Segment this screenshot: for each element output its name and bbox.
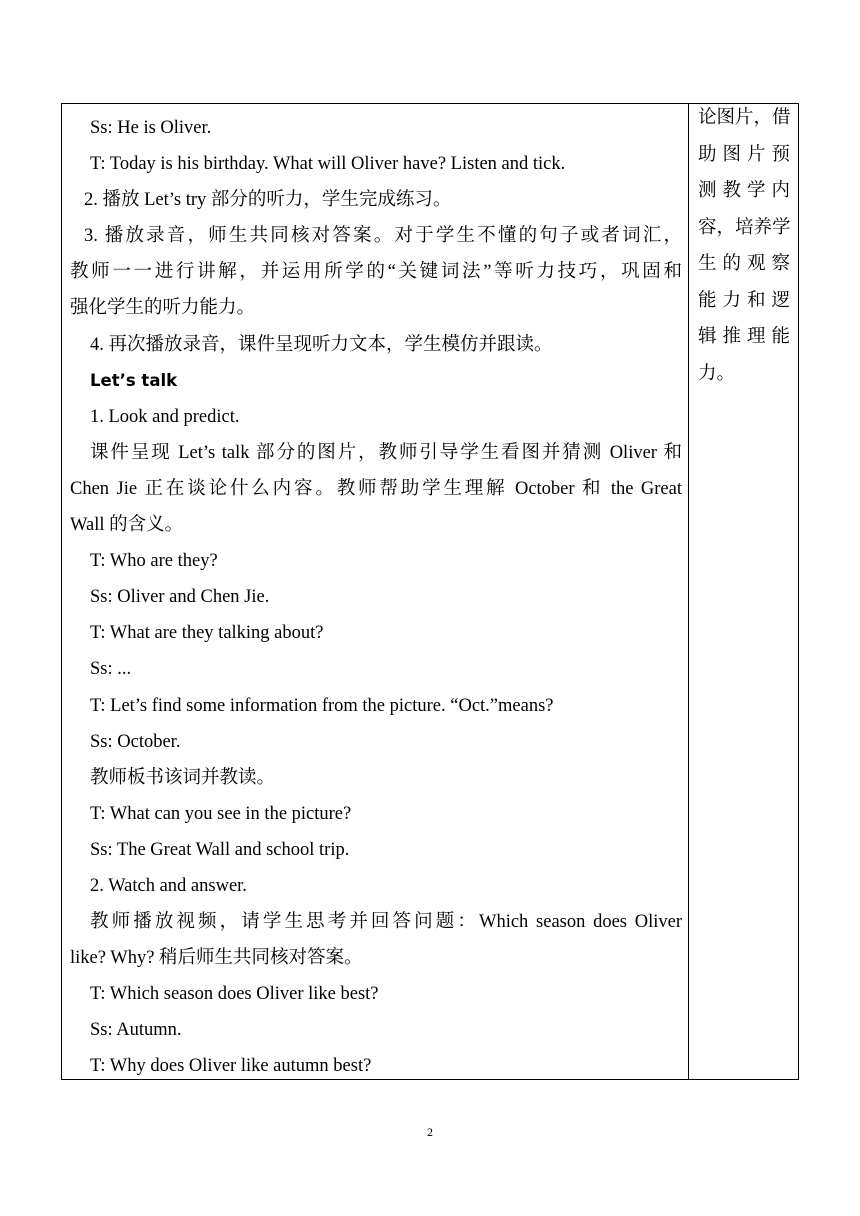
paragraph-line: 教师一一进行讲解，并运用所学的“关键词法”等听力技巧，巩固和 [70, 262, 682, 283]
step-line: 3. 播放录音，师生共同核对答案。对于学生不懂的句子或者词汇， [84, 226, 682, 247]
step-line: 2. Watch and answer. [90, 875, 247, 896]
paragraph-line: 强化学生的听力能力。 [70, 298, 256, 319]
dialogue-line: T: Why does Oliver like autumn best? [90, 1056, 372, 1077]
intent-line: 辑推理能 [698, 327, 790, 347]
page-number: 2 [427, 1125, 433, 1139]
intent-line: 力。 [698, 363, 736, 384]
paragraph-line: like? Why? 稍后师生共同核对答案。 [70, 948, 363, 969]
dialogue-line: T: What can you see in the picture? [90, 803, 352, 824]
step-line: 1. Look and predict. [90, 406, 240, 427]
dialogue-line: Ss: Oliver and Chen Jie. [90, 587, 270, 608]
paragraph-line: 课件呈现 Let’s talk 部分的图片，教师引导学生看图并猜测 Oliver 和 [90, 442, 682, 463]
dialogue-line: T: Who are they? [90, 551, 218, 572]
dialogue-line: T: Which season does Oliver like best? [90, 984, 379, 1005]
dialogue-line: T: Today is his birthday. What will Oliver have? Listen and tick. [90, 154, 566, 175]
dialogue-line: T: What are they talking about? [90, 623, 324, 644]
paragraph-line: 教师板书该词并教读。 [90, 767, 276, 788]
intent-line: 容，培养学 [698, 217, 791, 238]
dialogue-line: Ss: October. [90, 731, 181, 752]
intent-line: 生的观察 [698, 254, 790, 274]
paragraph-line: Wall 的含义。 [70, 515, 184, 536]
teaching-procedure-cell [70, 110, 682, 1085]
step-line: 2. 播放 Let’s try 部分的听力，学生完成练习。 [84, 190, 452, 211]
dialogue-line: Ss: He is Oliver. [90, 118, 212, 138]
dialogue-line: Ss: ... [90, 659, 132, 680]
intent-line: 测教学内 [698, 181, 790, 201]
intent-line: 论图片，借 [698, 108, 791, 128]
design-intent-cell [698, 100, 790, 392]
step-line: 4. 再次播放录音，课件呈现听力文本，学生模仿并跟读。 [90, 334, 553, 355]
section-heading: Let’s talk [90, 370, 178, 390]
column-divider [688, 103, 689, 1080]
dialogue-line: T: Let’s find some information from the picture. “Oct.”means? [90, 695, 554, 716]
dialogue-line: Ss: The Great Wall and school trip. [90, 839, 350, 860]
paragraph-line: Chen Jie 正在谈论什么内容。教师帮助学生理解 October 和 the Great [70, 478, 682, 499]
dialogue-line: Ss: Autumn. [90, 1020, 182, 1041]
paragraph-line: 教师播放视频，请学生思考并回答问题：Which season does Oliver [90, 912, 682, 933]
intent-line: 能力和逻 [698, 290, 790, 311]
intent-line: 助图片预 [698, 144, 790, 165]
